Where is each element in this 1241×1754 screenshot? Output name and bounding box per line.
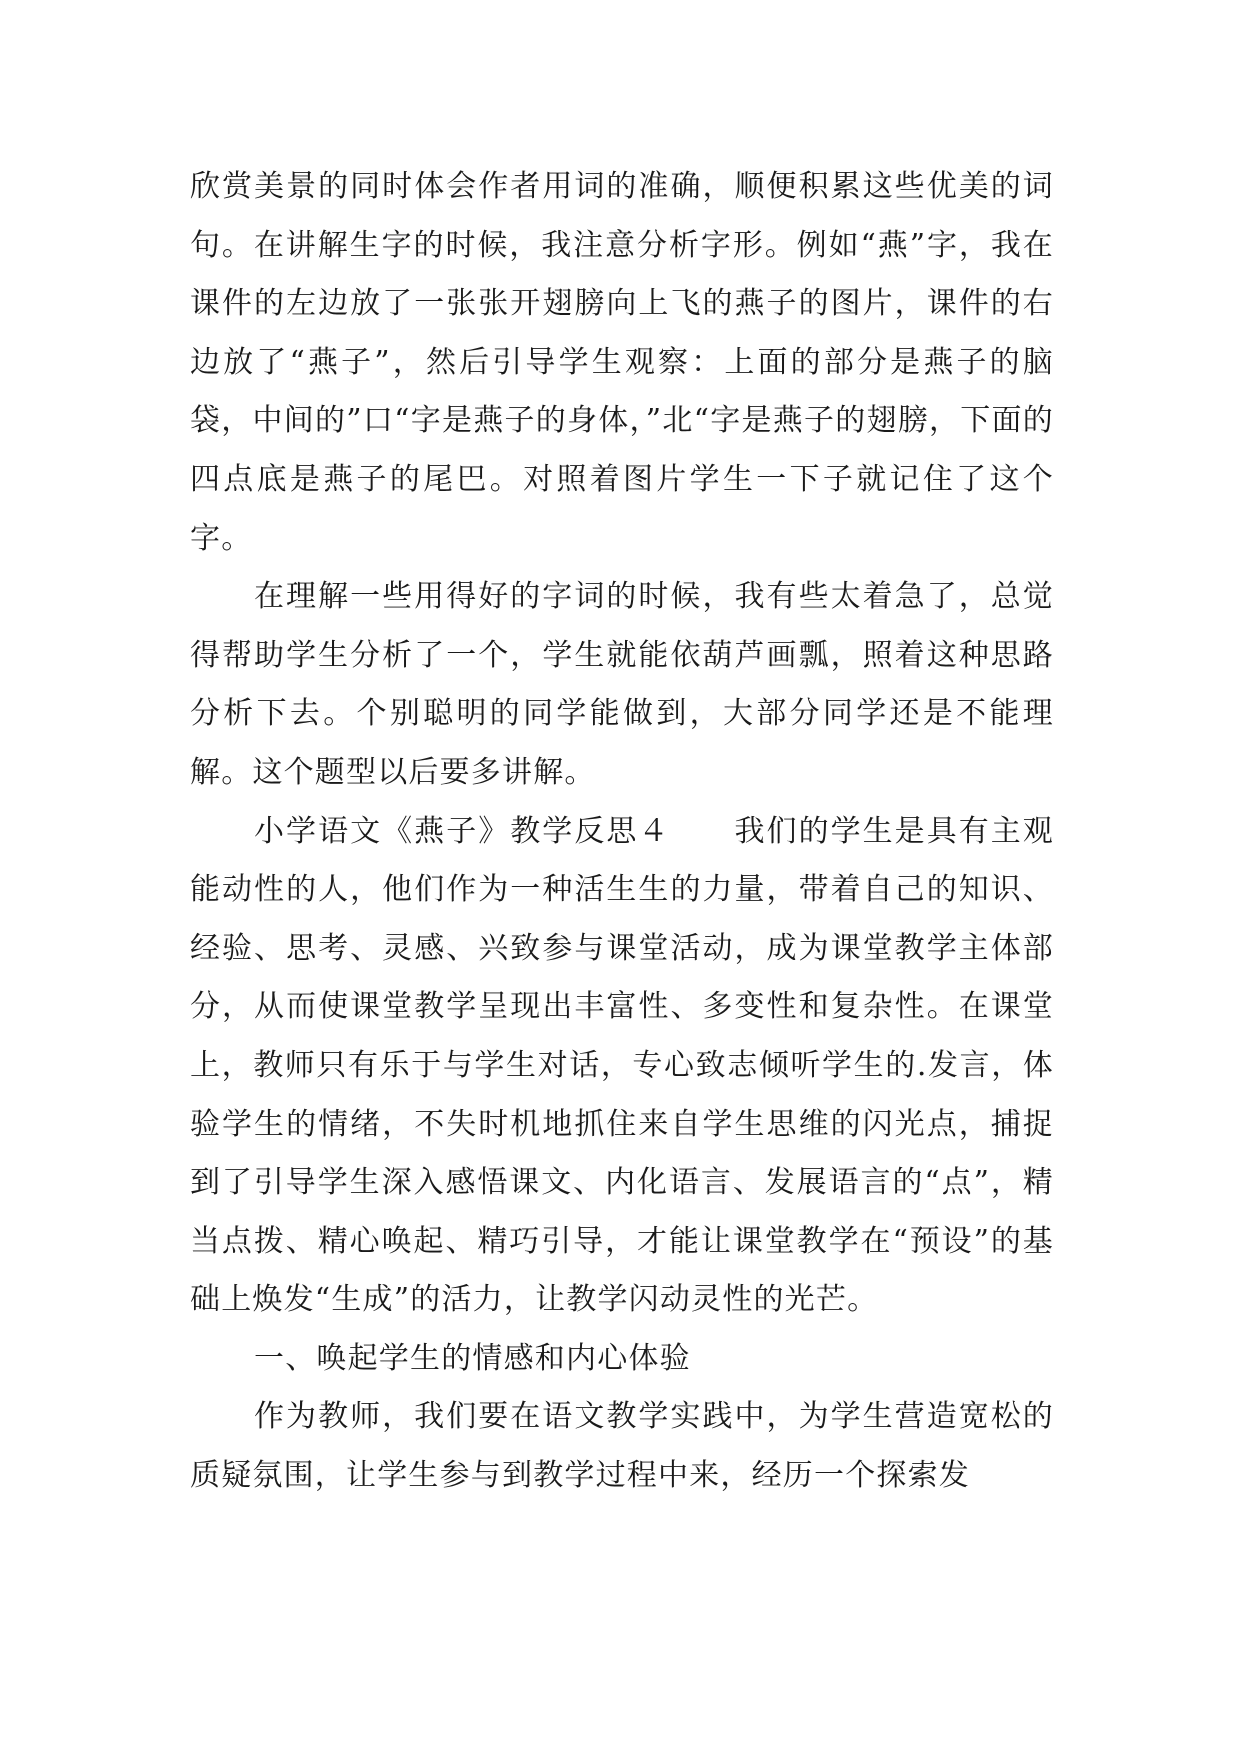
section-heading: 一、唤起学生的情感和内心体验 — [254, 1340, 691, 1376]
paragraph-3: 小学语文《燕子》教学反思４ 我们的学生是具有主观能动性的人，他们作为一种活生生的力量，带着自己的知识、经验、思考、灵感、兴致参与课堂活动，成为课堂教学主体部分，从而使课堂教学呈现出丰富性、多变性和复杂性。在课堂上，教师只有乐于与学生对话，专心致志倾听学生的.发言，体验学生的情绪，不失时机地抓住来自学生思维的闪光点，捕捉到了引导学生深入感悟课文、内化语言、发展语言的“点”，精当点拨、精心唤起、精巧引导，才能让课堂教学在“预设”的基础上焕发“生成”的活力，让教学闪动灵性的光芒。 — [190, 813, 1054, 1318]
paragraph-1: 欣赏美景的同时体会作者用词的准确，顺便积累这些优美的词句。在讲解生字的时候，我注意分析字形。例如“燕”字，我在课件的左边放了一张张开翅膀向上飞的燕子的图片，课件的右边放了“燕子”，然后引导学生观察：上面的部分是燕子的脑袋，中间的”口“字是燕子的身体，”北“字是燕子的翅膀，下面的四点底是燕子的尾巴。对照着图片学生一下子就记住了这个字。 — [190, 169, 1054, 556]
document-body — [190, 158, 1054, 1506]
paragraph-4: 作为教师，我们要在语文教学实践中，为学生营造宽松的质疑氛围，让学生参与到教学过程中来，经历一个探索发 — [190, 1399, 1054, 1494]
paragraph-2: 在理解一些用得好的字词的时候，我有些太着急了，总觉得帮助学生分析了一个，学生就能依葫芦画瓢，照着这种思路分析下去。个别聪明的同学能做到，大部分同学还是不能理解。这个题型以后要多讲解。 — [190, 579, 1054, 790]
